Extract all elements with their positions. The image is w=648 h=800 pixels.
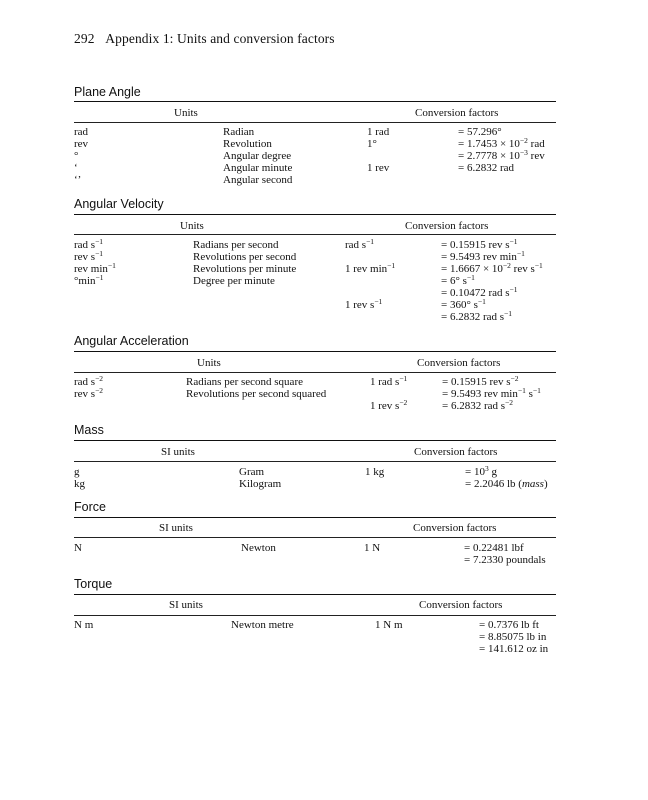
col-header-conversion: Conversion factors <box>419 599 503 611</box>
conversion-factor: = 9.5493 rev $\min^{-1}$ <box>441 249 525 263</box>
unit-name: Radians per second square <box>186 376 303 388</box>
conversion-factor: = $2.7778 \times 10^{-3}$ rev <box>458 148 545 162</box>
conversion-factor: = 360° $s^{-1}$ <box>441 297 486 311</box>
unit-name: Kilogram <box>239 478 282 490</box>
section-title-angular-velocity: Angular Velocity <box>74 197 164 211</box>
unit-name: Newton metre <box>231 619 294 631</box>
page-header <box>74 31 335 47</box>
unit-symbol: rev $s^{-2}$ <box>74 386 104 400</box>
conversion-factor: = $1.7453 \times 10^{-2}$ rad <box>458 136 545 150</box>
table-top-rule <box>74 351 556 352</box>
unit-symbol: rad $s^{-1}$ <box>74 237 104 251</box>
unit-name: Degree per minute <box>193 275 275 287</box>
conversion-factor: = 2.2046 lb (mass) <box>465 478 548 490</box>
col-header-conversion: Conversion factors <box>415 107 499 119</box>
conversion-factor: = $10^3$ g <box>465 464 497 478</box>
col-header-units: SI units <box>161 446 195 458</box>
unit-symbol: ‘ <box>74 162 78 174</box>
header-rule <box>74 461 556 462</box>
unit-symbol: rad <box>74 126 89 138</box>
source-unit: 1 rad <box>367 126 390 138</box>
source-unit: rad $s^{-1}$ <box>345 237 375 251</box>
conversion-factor: = 0.22481 lbf <box>464 542 524 554</box>
unit-symbol: ‘’ <box>74 174 82 186</box>
col-header-units: SI units <box>169 599 203 611</box>
header-rule <box>74 234 556 235</box>
col-header-units: Units <box>180 220 204 232</box>
table-top-rule <box>74 214 556 215</box>
unit-symbol: rev $\min^{-1}$ <box>74 261 116 275</box>
unit-name: Angular second <box>223 174 293 186</box>
source-unit: 1 N m <box>375 619 403 631</box>
unit-symbol: $^\circ\min^{-1}$ <box>74 273 104 287</box>
section-title-torque: Torque <box>74 577 113 591</box>
conversion-factor: = 6.2832 rad <box>458 162 514 174</box>
section-title-force: Force <box>74 500 106 514</box>
running-title: Appendix 1: Units and conversion factors <box>105 31 335 46</box>
conversion-factor: = 8.85075 lb in <box>479 631 547 643</box>
source-unit: 1 kg <box>365 466 385 478</box>
conversion-factor: = 0.15915 rev $s^{-1}$ <box>441 237 518 251</box>
unit-symbol: rev $s^{-1}$ <box>74 249 104 263</box>
source-unit: 1 rev $s^{-1}$ <box>345 297 383 311</box>
unit-name: Angular minute <box>223 162 293 174</box>
section-title-angular-acceleration: Angular Acceleration <box>74 334 189 348</box>
unit-name: Angular degree <box>223 150 292 162</box>
col-header-units: SI units <box>159 522 193 534</box>
header-rule <box>74 615 556 616</box>
table-top-rule <box>74 101 556 102</box>
conversion-factor: = 6.2832 rad $s^{-2}$ <box>442 398 514 412</box>
conversion-factor: = 6° $s^{-1}$ <box>441 273 475 287</box>
unit-name: Revolutions per second squared <box>186 388 327 400</box>
table-top-rule <box>74 594 556 595</box>
section-title-plane-angle: Plane Angle <box>74 85 141 99</box>
unit-symbol: N m <box>74 619 94 631</box>
source-unit: 1 N <box>364 542 381 554</box>
conversion-factor: = 0.7376 lb ft <box>479 619 539 631</box>
unit-name: Radians per second <box>193 239 279 251</box>
conversion-factor: = 0.10472 rad $s^{-1}$ <box>441 285 518 299</box>
conversion-factor: = 141.612 oz in <box>479 643 549 655</box>
header-rule <box>74 537 556 538</box>
unit-name: Radian <box>223 126 255 138</box>
conversion-factor: = $1.6667 \times 10^{-2}$ rev $s^{-1}$ <box>441 261 543 275</box>
unit-name: Revolution <box>223 138 272 150</box>
source-unit: 1 rad $s^{-1}$ <box>370 374 408 388</box>
col-header-conversion: Conversion factors <box>417 357 501 369</box>
unit-name: Revolutions per second <box>193 251 297 263</box>
unit-symbol: kg <box>74 478 85 490</box>
unit-name: Revolutions per minute <box>193 263 297 275</box>
col-header-conversion: Conversion factors <box>413 522 497 534</box>
unit-symbol: g <box>74 466 80 478</box>
source-unit: 1 rev <box>367 162 390 174</box>
section-title-mass: Mass <box>74 423 104 437</box>
unit-name: Newton <box>241 542 276 554</box>
conversion-factor: = 7.2330 poundals <box>464 554 546 566</box>
unit-symbol: N <box>74 542 82 554</box>
conversion-factor: = 6.2832 rad $s^{-1}$ <box>441 309 513 323</box>
unit-symbol: ° <box>74 150 79 162</box>
table-top-rule <box>74 517 556 518</box>
table-top-rule <box>74 440 556 441</box>
source-unit: 1 rev $\min^{-1}$ <box>345 261 396 275</box>
col-header-conversion: Conversion factors <box>414 446 498 458</box>
conversion-factor: = 57.296° <box>458 126 502 138</box>
source-unit: 1 rev $s^{-2}$ <box>370 398 408 412</box>
unit-symbol: rev <box>74 138 89 150</box>
col-header-conversion: Conversion factors <box>405 220 489 232</box>
col-header-units: Units <box>174 107 198 119</box>
col-header-units: Units <box>197 357 221 369</box>
page-number: 292 <box>74 31 95 46</box>
header-rule <box>74 372 556 373</box>
source-unit: 1° <box>367 138 377 150</box>
header-rule <box>74 122 556 123</box>
conversion-factor: = 9.5493 rev $\min^{-1} s^{-1}$ <box>442 386 541 400</box>
unit-name: Gram <box>239 466 265 478</box>
conversion-factor: = 0.15915 rev $s^{-2}$ <box>442 374 519 388</box>
unit-symbol: rad $s^{-2}$ <box>74 374 104 388</box>
